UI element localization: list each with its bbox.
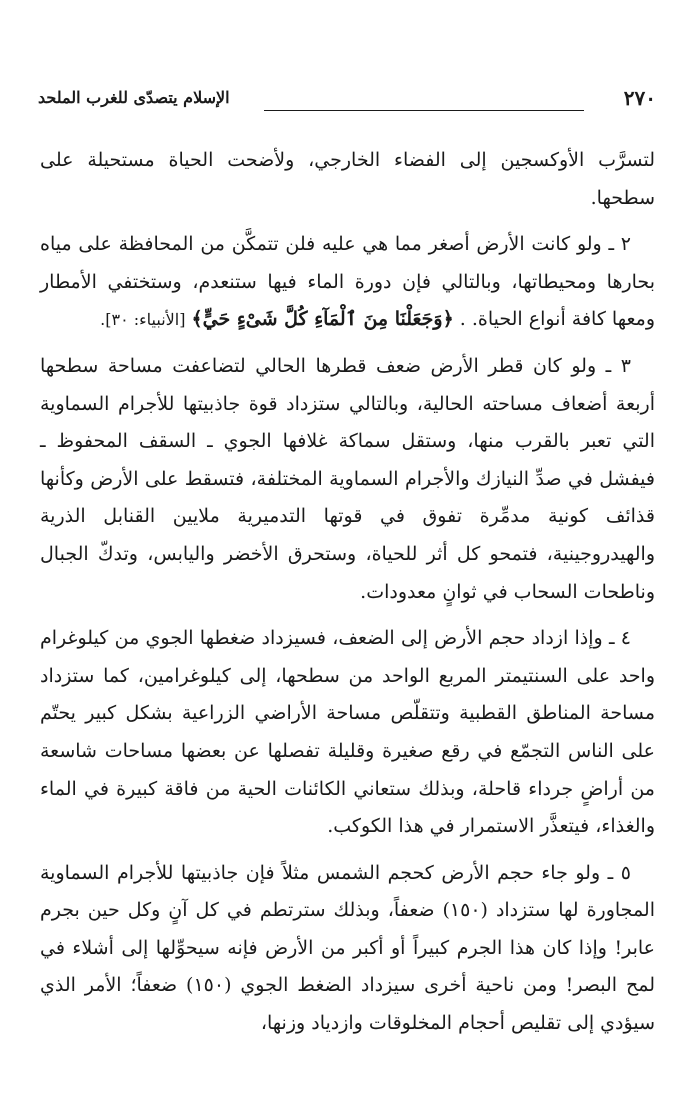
- verse-reference: [الأنبياء: ٣٠].: [100, 310, 186, 330]
- running-title: الإسلام يتصدّى للغرب الملحد: [38, 88, 230, 107]
- paragraph-text: ٢ ـ ولو كانت الأرض أصغر مما هي عليه فلن تتمكَّن من المحافظة على مياه بحارها ومحيطاتها، وبالتالي فإن دورة الماء فيها ستنعدم، وستختفي الأمطار ومعها كافة أنواع الحياة. .: [40, 233, 655, 331]
- paragraph-continuation: لتسرَّب الأوكسجين إلى الفضاء الخارجي، ولأضحت الحياة مستحيلة على سطحها.: [40, 149, 655, 209]
- running-header: [38, 86, 656, 116]
- header-rule: [264, 110, 584, 111]
- paragraph-point-5: ٥ ـ ولو جاء حجم الأرض كحجم الشمس مثلاً فإن جاذبيتها للأجرام السماوية المجاورة لها ستزداد (١٥٠) ضعفاً، وبذلك سترتطم في كل آنٍ وكل حين بجرم عابر! وإذا كان هذا الجرم كبيراً أو أكبر من الأرض فإنه سيحوِّلها إلى أشلاء في لمح البصر! ومن ناحية أخرى سيزداد الضغط الجوي (١٥٠) ضعفاً؛ الأمر الذي سيؤدي إلى تقليص أحجام المخلوقات وازدياد وزنها،: [40, 861, 655, 1035]
- paragraph-point-2: [40, 226, 655, 339]
- page-number: ٢٧٠: [623, 86, 656, 110]
- paragraph-point-3: ٣ ـ ولو كان قطر الأرض ضعف قطرها الحالي لتضاعفت مساحة سطحها أربعة أضعاف مساحته الحالية، وبالتالي ستزداد قوة جاذبيتها للأجرام السماوية التي تعبر بالقرب منها، وستقل سماكة غلافها الجوي ـ السقف المحفوظ ـ فيفشل في صدِّ النيازك والأجرام السماوية المختلفة، فتسقط على الأرض وكأنها قذائف كونية مدمِّرة تفوق في قوتها التدميرية ملايين القنابل الذرية والهيدروجينية، فتمحو كل أثر للحياة، وستحرق الأخضر واليابس، وتدكّ الجبال وناطحات السحاب في ثوانٍ معدودات.: [40, 354, 655, 603]
- body-text: [40, 142, 655, 1043]
- paragraph-point-4: ٤ ـ وإذا ازداد حجم الأرض إلى الضعف، فسيزداد ضغطها الجوي من كيلوغرام واحد على السنتيمتر المربع الواحد من سطحها، إلى كيلوغرامين، كما ستزداد مساحة المناطق القطبية وتتقلّص مساحة الأراضي الزراعية بشكل كبير يحتّم على الناس التجمّع في رقع صغيرة وقليلة تفصلها عن بعضها مساحات شاسعة من أراضٍ جرداء قاحلة، وبذلك ستعاني الكائنات الحية من فاقة كبيرة في الماء والغذاء، فيتعذَّر الاستمرار في هذا الكوكب.: [40, 627, 655, 838]
- quran-verse: ﴿وَجَعَلْنَا مِنَ ٱلْمَآءِ كُلَّ شَىْءٍ حَيٍّ﴾: [191, 308, 454, 331]
